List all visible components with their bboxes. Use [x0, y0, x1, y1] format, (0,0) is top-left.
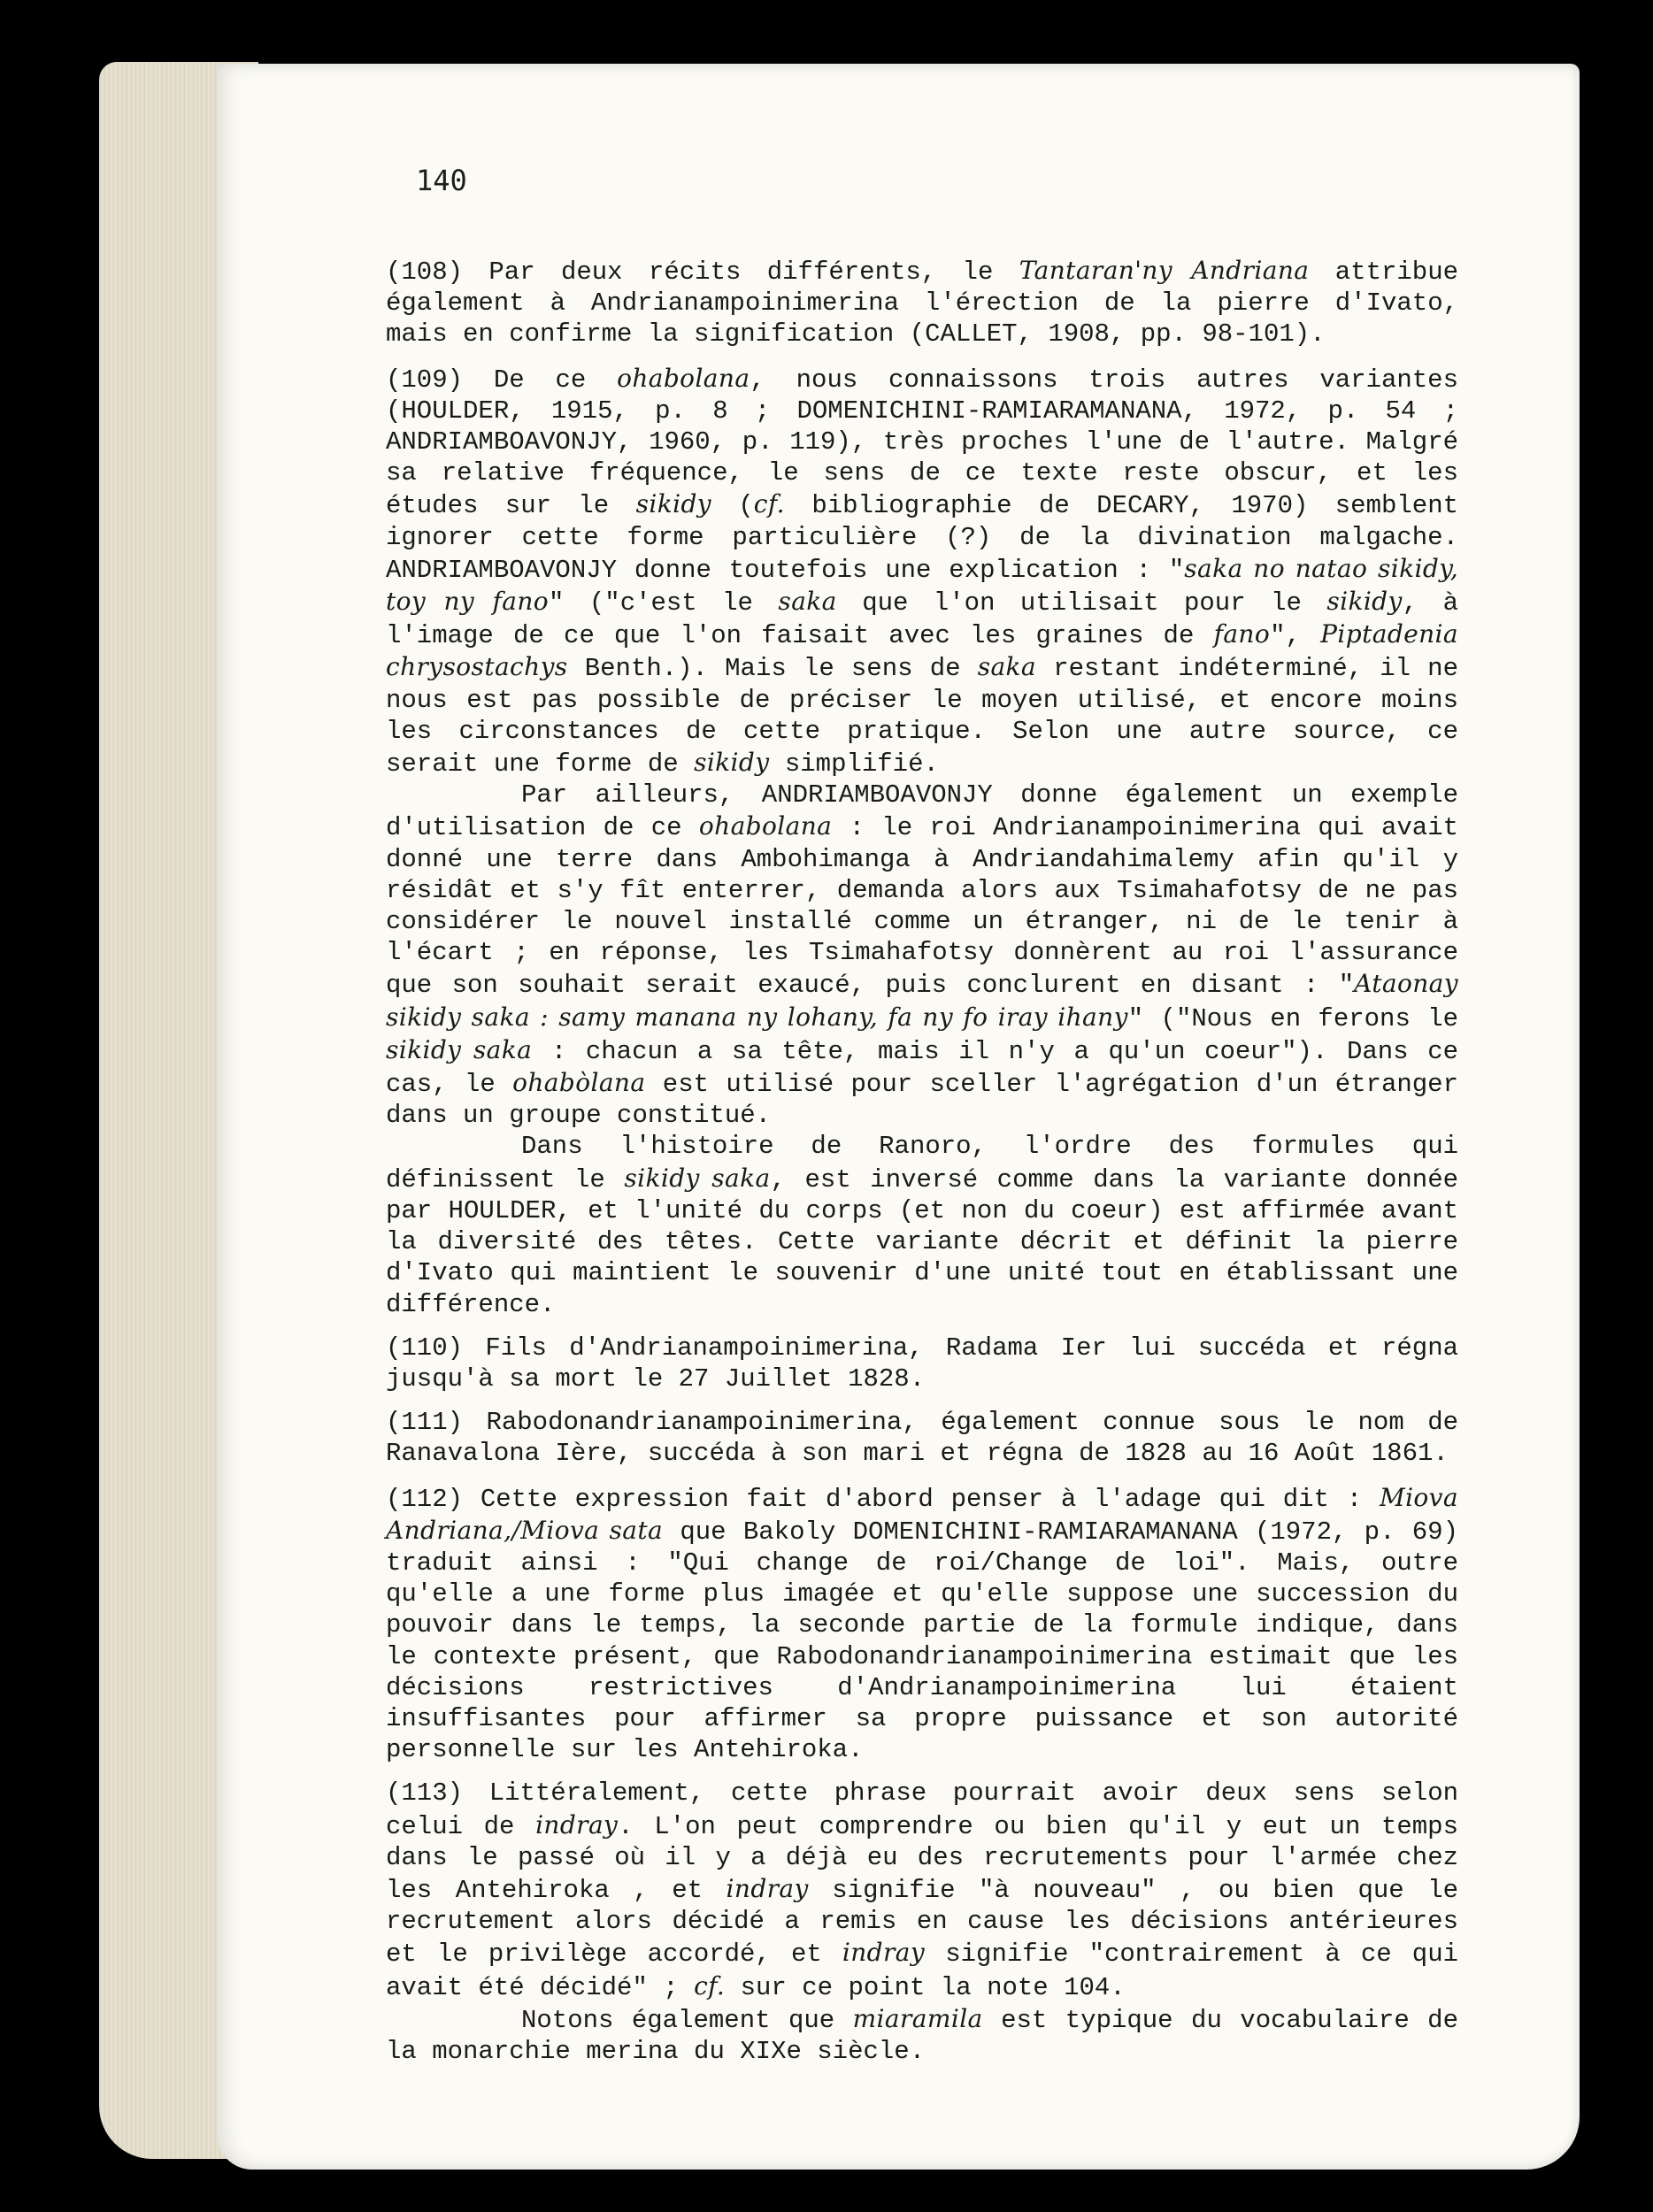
- note-113-paragraph-2: Notons également que miaramila est typique du vocabulaire de la monarchie merina du XIXe siècle.: [386, 2003, 1458, 2066]
- note-109-paragraph-3: Dans l'histoire de Ranoro, l'ordre des formules qui définissent le sikidy saka, est inversé comme dans la variante donnée par HOULDER, et l'unité du corps (et non du coeur) est affirmée avant la diversité des têtes. Cette variante décrit et définit la pierre d'Ivato qui maintient le souvenir d'une unité tout en établissant une différence.: [386, 1132, 1459, 1319]
- notes-body: [386, 255, 1458, 2067]
- note-112: (112) Cette expression fait d'abord penser à l'adage qui dit : Miova Andriana,/Miova sata que Bakoly DOMENICHINI-RAMIARAMANANA (1972, p. 69) traduit ainsi : "Qui change de roi/Change de loi". Mais, outre qu'elle a une forme plus imagée et qu'elle suppose une succession du pouvoir dans le temps, la seconde partie de la formule indique, dans le contexte présent, que Rabodonandrianampoinimerina estimait que les décisions restrictives d'Andrianampoinimerina lui étaient insuffisantes pour affirmer sa propre puissance et son autorité personnelle sur les Antehiroka.: [386, 1482, 1458, 1765]
- note-108: (108) Par deux récits différents, le Tantaran'ny Andriana attribue également à Andrianampoinimerina l'érection de la pierre d'Ivato, mais en confirme la signification (CALLET, 1908, pp. 98-101).: [386, 256, 1459, 349]
- note-111: (111) Rabodonandrianampoinimerina, également connue sous le nom de Ranavalona Ière, succéda à son mari et régna de 1828 au 16 Août 1861.: [386, 1408, 1458, 1469]
- note-110: (110) Fils d'Andrianampoinimerina, Radama Ier lui succéda et régna jusqu'à sa mort le 27 Juillet 1828.: [386, 1333, 1458, 1394]
- note-109: (109) De ce ohabolana, nous connaissons trois autres variantes (HOULDER, 1915, p. 8 ; DOMENICHINI-RAMIARAMANANA, 1972, p. 54 ; ANDRIAMBOAVONJY, 1960, p. 119), très proches l'une de l'autre. Malgré sa relative fréquence, le sens de ce texte reste obscur, et les études sur le sikidy (cf. bibliographie de DECARY, 1970) semblent ignorer cette forme particulière (?) de la divination malgache. ANDRIAMBOAVONJY donne toutefois une explication : "saka no natao sikidy, toy ny fano" ("c'est le saka que l'on utilisait pour le sikidy, à l'image de ce que l'on faisait avec les graines de fano", Piptadenia chrysostachys Benth.). Mais le sens de saka restant indéterminé, il ne nous est pas possible de préciser le moyen utilisé, et encore moins les circonstances de cette pratique. Selon une autre source, ce serait une forme de sikidy simplifié.: [386, 363, 1458, 780]
- note-113: (113) Littéralement, cette phrase pourrait avoir deux sens selon celui de indray. L'on peut comprendre ou bien qu'il y eut un temps dans le passé où il y a déjà eu des recrutements pour l'armée chez les Antehiroka , et indray signifie "à nouveau" , ou bien que le recrutement alors décidé a remis en cause les décisions antérieures et le privilège accordé, et indray signifie "contrairement à ce qui avait été décidé" ; cf. sur ce point la note 104.: [386, 1778, 1459, 2002]
- page-number: 140: [416, 164, 467, 197]
- note-109-paragraph-2: Par ailleurs, ANDRIAMBOAVONJY donne également un exemple d'utilisation de ce ohabolana : le roi Andrianampoinimerina qui avait donné une terre dans Ambohimanga à Andriandahimalemy afin qu'il y résidât et s'y fît enterrer, demanda alors aux Tsimahafotsy de ne pas considérer le nouvel installé comme un étranger, ni de le tenir à l'écart ; en réponse, les Tsimahafotsy donnèrent au roi l'assurance que son souhait serait exaucé, puis conclurent en disant : "Ataonay sikidy saka : samy manana ny lohany, fa ny fo iray ihany" ("Nous en ferons le sikidy saka : chacun a sa tête, mais il n'y a qu'un coeur"). Dans ce cas, le ohabòlana est utilisé pour sceller l'agrégation d'un étranger dans un groupe constitué.: [386, 780, 1458, 1131]
